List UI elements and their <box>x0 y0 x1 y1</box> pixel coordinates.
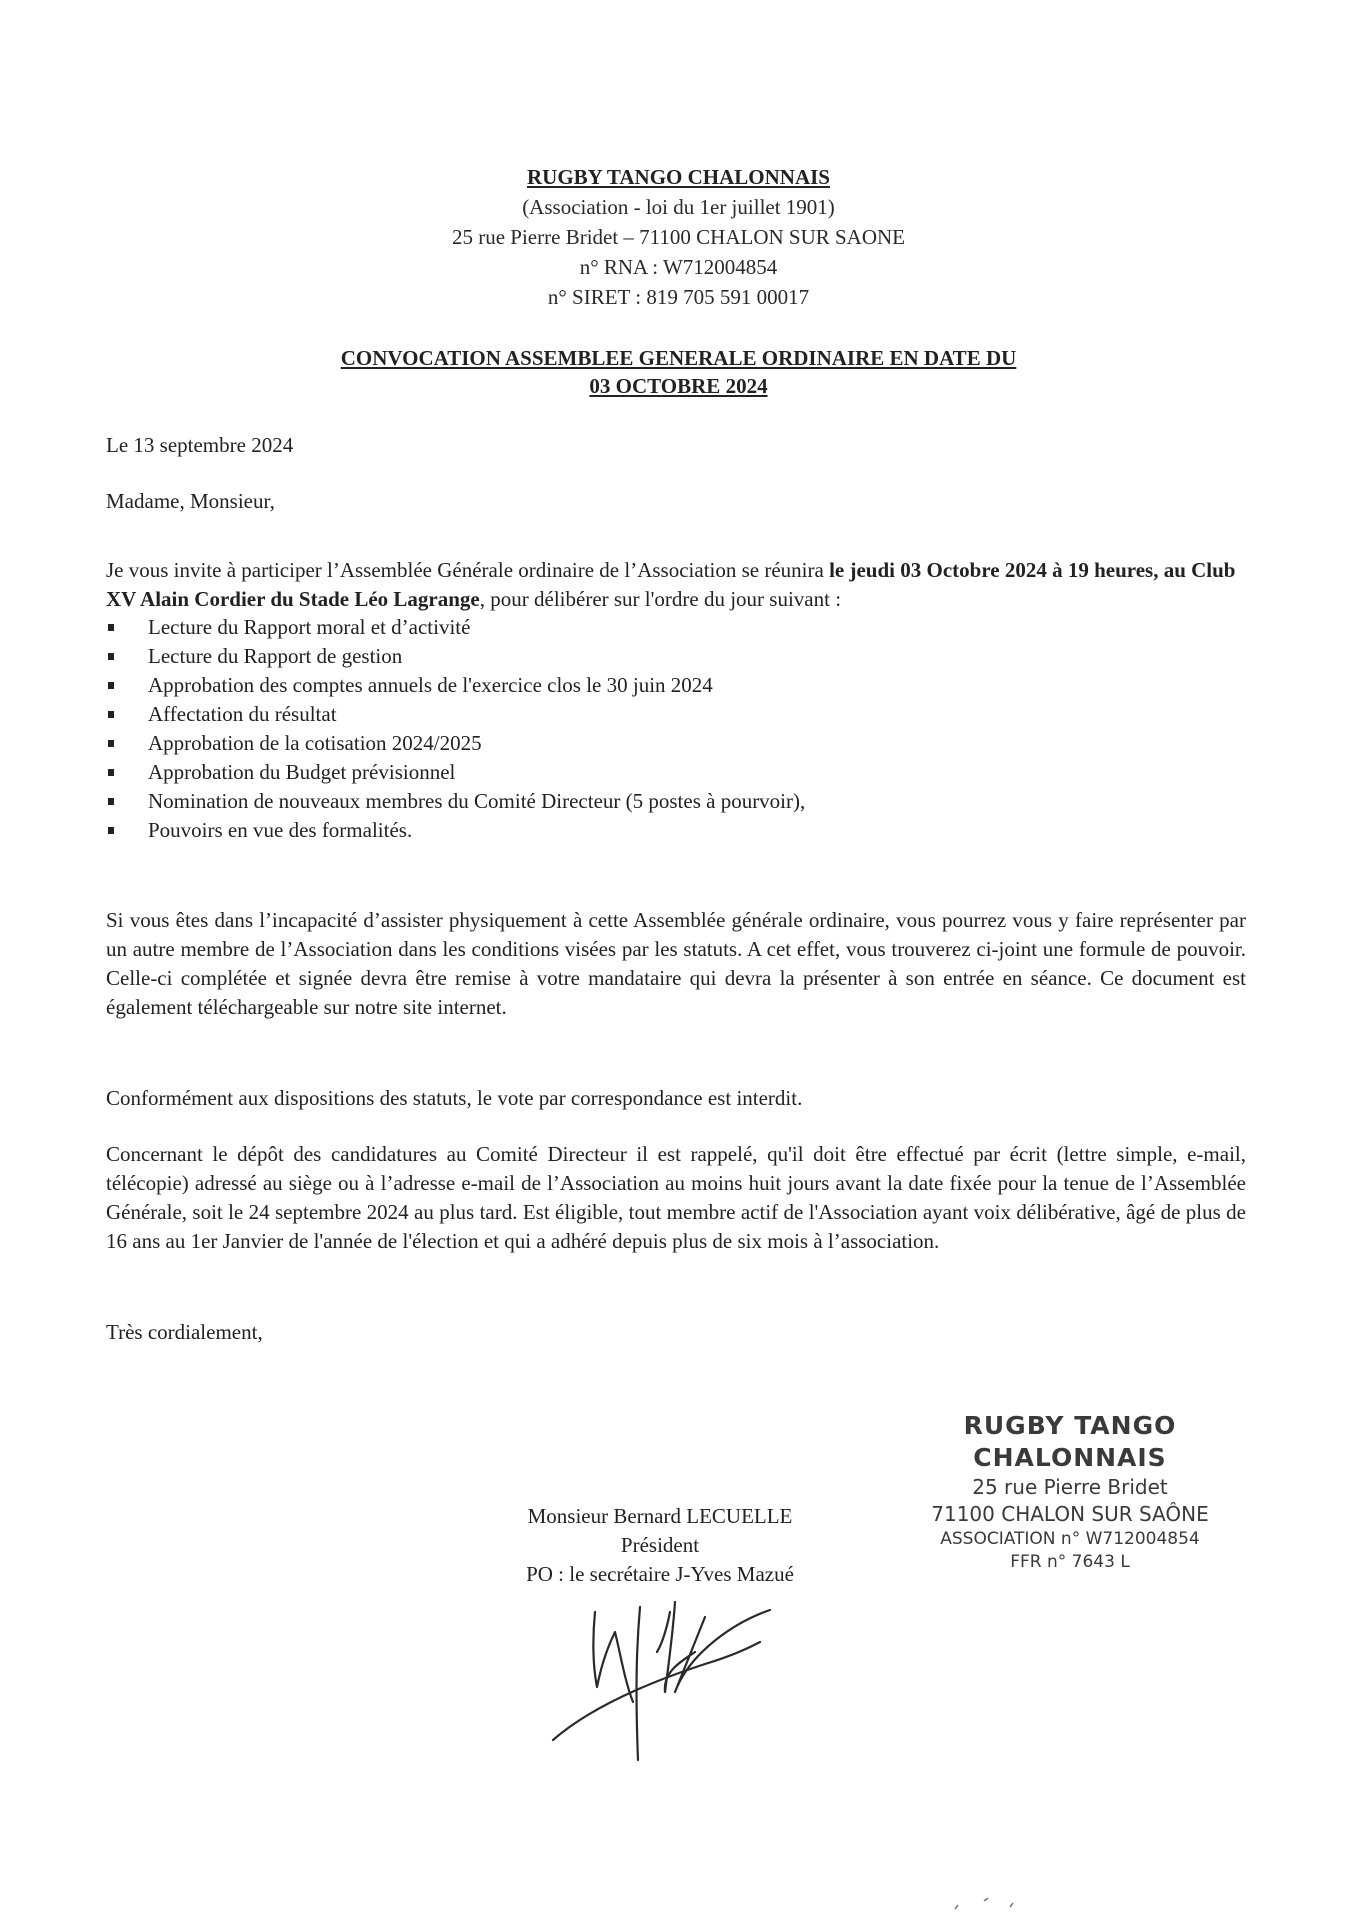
signer-role: Président <box>620 1533 700 1557</box>
signer-block <box>480 1502 840 1589</box>
bullet-icon <box>108 624 114 631</box>
org-rna: n° RNA : W712004854 <box>579 255 778 279</box>
agenda-list <box>106 613 805 845</box>
signer-po: PO : le secrétaire J-Yves Mazué <box>526 1562 794 1586</box>
stamp-association: ASSOCIATION n° W712004854 <box>940 1529 1200 1549</box>
agenda-item: Pouvoirs en vue des formalités. <box>106 816 805 845</box>
letterhead <box>0 162 1357 312</box>
bullet-icon <box>108 740 114 747</box>
scan-marks <box>950 1895 1030 1915</box>
org-siret: n° SIRET : 819 705 591 00017 <box>547 285 810 309</box>
org-address: 25 rue Pierre Bridet – 71100 CHALON SUR SAONE <box>451 225 906 249</box>
bullet-icon <box>108 769 114 776</box>
closing: Très cordialement, <box>106 1320 263 1344</box>
intro-paragraph <box>106 556 1246 614</box>
agenda-item: Lecture du Rapport moral et d’activité <box>106 613 805 642</box>
proxy-paragraph: Si vous êtes dans l’incapacité d’assister physiquement à cette Assemblée générale ordinaire, vous pourrez vous y faire représenter par un autre membre de l’Association dans les conditions visées par les statuts. A cet effet, vous trouverez ci-joint une formule de pouvoir. Celle-ci complétée et signée devra être remise à votre mandataire qui devra la présenter à son entrée en séance. Ce document est également téléchargeable sur notre site internet. <box>106 908 1246 1019</box>
bullet-icon <box>108 827 114 834</box>
bullet-icon <box>108 798 114 805</box>
intro-text-2: , pour délibérer sur l'ordre du jour suivant : <box>479 587 842 611</box>
intro-text-1: Je vous invite à participer l’Assemblée Générale ordinaire de l’Association se réunira <box>106 558 830 582</box>
agenda-item: Nomination de nouveaux membres du Comité Directeur (5 postes à pourvoir), <box>106 787 805 816</box>
association-stamp <box>890 1410 1250 1574</box>
document-title <box>0 344 1357 400</box>
signer-name: Monsieur Bernard LECUELLE <box>527 1504 793 1528</box>
intro-bold-meeting-details: le jeudi 03 Octobre 2024 à 19 heures, au Club XV Alain Cordier du Stade Léo Lagrange <box>106 558 1236 611</box>
title-line-2: 03 OCTOBRE 2024 <box>589 374 768 398</box>
agenda-item: Lecture du Rapport de gestion <box>106 642 805 671</box>
title-line-1: CONVOCATION ASSEMBLEE GENERALE ORDINAIRE EN DATE DU <box>340 346 1017 370</box>
bullet-icon <box>108 682 114 689</box>
letter-date: Le 13 septembre 2024 <box>106 433 294 457</box>
agenda-item: Approbation de la cotisation 2024/2025 <box>106 729 805 758</box>
org-name: RUGBY TANGO CHALONNAIS <box>527 165 830 189</box>
org-legal-form: (Association - loi du 1er juillet 1901) <box>522 195 835 219</box>
bullet-icon <box>108 653 114 660</box>
agenda-item: Approbation des comptes annuels de l'exercice clos le 30 juin 2024 <box>106 671 805 700</box>
stamp-address: 25 rue Pierre Bridet <box>972 1475 1168 1499</box>
vote-paragraph: Conformément aux dispositions des statuts, le vote par correspondance est interdit. <box>106 1086 803 1110</box>
agenda-item: Approbation du Budget prévisionnel <box>106 758 805 787</box>
candidates-paragraph: Concernant le dépôt des candidatures au Comité Directeur il est rappelé, qu'il doit être effectué par écrit (lettre simple, e-mail, télécopie) adressé au siège ou à l’adresse e-mail de l’Association au moins huit jours avant la date fixée pour la tenue de l’Assemblée Générale, soit le 24 septembre 2024 au plus tard. Est éligible, tout membre actif de l'Association ayant voix délibérative, âgé de plus de 16 ans au 1er Janvier de l'année de l'élection et qui a adhéré depuis plus de six mois à l’association. <box>106 1142 1246 1253</box>
stamp-ffr: FFR n° 7643 L <box>1010 1552 1130 1572</box>
handwritten-signature <box>545 1592 845 1762</box>
bullet-icon <box>108 711 114 718</box>
stamp-city: 71100 CHALON SUR SAÔNE <box>931 1502 1209 1526</box>
stamp-org: RUGBY TANGO CHALONNAIS <box>963 1411 1177 1472</box>
greeting: Madame, Monsieur, <box>106 489 275 513</box>
agenda-item: Affectation du résultat <box>106 700 805 729</box>
